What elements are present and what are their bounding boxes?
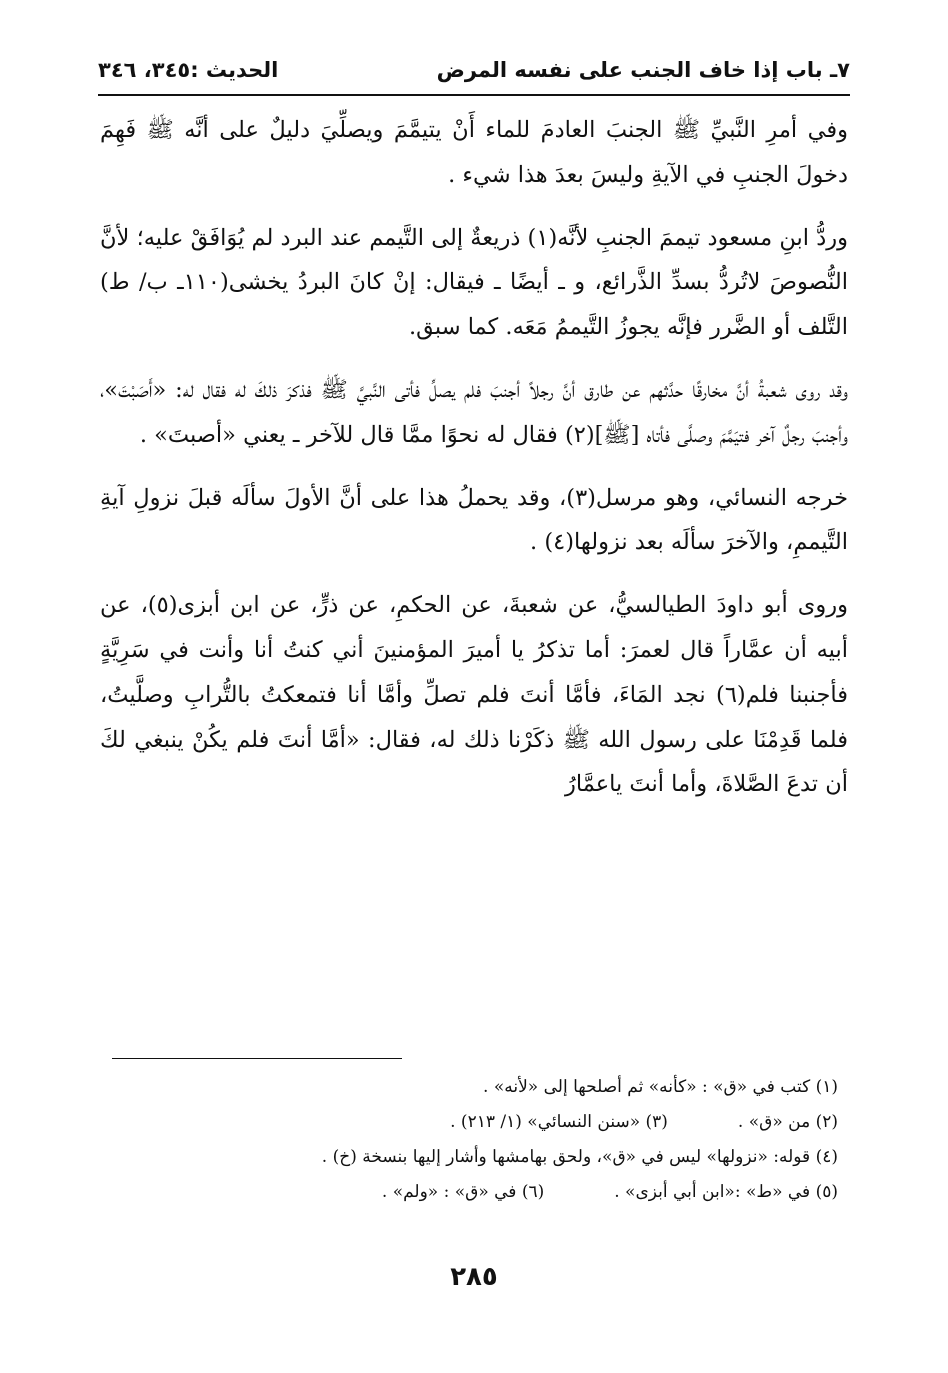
main-text — [100, 108, 848, 825]
page-number: ٢٨٥ — [450, 1262, 498, 1292]
footnote-line — [100, 1140, 838, 1175]
footnote-divider — [112, 1058, 402, 1059]
footnote: (٢) من «ق» . — [737, 1112, 838, 1132]
footnote: (٣) «سنن النسائي» (١/ ٢١٣) . — [450, 1112, 668, 1132]
footnotes — [100, 1070, 838, 1210]
header-divider — [98, 94, 850, 96]
footnote: (٤) قوله: «نزولها» ليس في «ق»، ولحق بهامشها وأشار إليها بنسخة (خ) . — [321, 1147, 838, 1167]
footnote: (١) كتب في «ق» : «كأنه» ثم أصلحها إلى «لأنه» . — [483, 1077, 838, 1097]
paragraph: وردُّ ابنِ مسعود تيممَ الجنبِ لأنَّه(١) ذريعةٌ إلى التَّيمم عند البرد لم يُوَافَقْ عليه؛ لأنَّ النُّصوصَ لاتُردُّ بسدِّ الذَّرائع، و ـ أيضًا ـ فيقال: إنْ كانَ البردُ يخشى(١١٠ـ ب/ ط) التَّلف أو الضَّرر فإنَّه يجوزُ التَّيممُ مَعَه. كما سبق. — [100, 224, 848, 341]
paragraph: وقد روى شعبةُ أنَّ مخارقًا حدَّثهم عن طارق أنَّ رجلاً أجنبَ فلم يصلِّ فأتى النَّبيَّ ﷺ فذكرَ ذلكَ له فقال له: «أَصَبْتَ»، وأجنبَ رجلٌ آخر فتيَمَّمَ وصلَّى فأتاه [ﷺ](٢) فقال له نحوًا ممَّا قال للآخر ـ يعني «أصبتَ» . — [100, 376, 848, 448]
footnote: (٦) في «ق» : «ولم» . — [381, 1182, 545, 1202]
paragraph: وروى أبو داودَ الطيالسيُّ، عن شعبةَ، عن الحكمِ، عن ذرٍّ، عن ابن أبزى(٥)، عن أبيه أن عمَّاراً قال لعمرَ: أما تذكرُ يا أميرَ المؤمنينَ أني كنتُ أنا وأنت في سَرِيَّةٍ فأجنبنا فلم(٦) نجد المَاءَ، فأمَّا أنتَ فلم تصلِّ وأمَّا أنا فتمعكتُ بالتُّرابِ وصلَّيتُ، فلما قَدِمْنَا على رسول الله ﷺ ذكَرْنا ذلك له، فقال: «أمَّا أنتَ فلم يكُنْ ينبغي لكَ أن تدعَ الصَّلاةَ، وأما أنتَ ياعمَّارُ — [100, 592, 848, 798]
footnote-line — [100, 1070, 838, 1105]
footnote: (٥) في «ط» :«ابن أبي أبزى» . — [614, 1182, 838, 1202]
footnote-line — [100, 1105, 838, 1140]
chapter-title: ٧ـ باب إذا خاف الجنب على نفسه المرض — [436, 58, 850, 82]
paragraph: وفي أمرِ النَّبيِّ ﷺ الجنبَ العادمَ للماء أَنْ يتيمَّمَ ويصلِّيَ دليلٌ على أنَّه ﷺ فَهِمَ دخولَ الجنبِ في الآيةِ وليسَ بعدَ هذا شيء . — [100, 117, 848, 188]
paragraph: خرجه النسائي، وهو مرسل(٣)، وقد يحملُ هذا على أنَّ الأولَ سألَه قبلَ نزولِ آيةِ التَّيممِ، والآخرَ سألَه بعد نزولها(٤) . — [100, 484, 848, 556]
hadith-numbers: الحديث :٣٤٥، ٣٤٦ — [98, 58, 279, 82]
running-header — [98, 50, 850, 90]
footnote-line — [100, 1175, 838, 1210]
